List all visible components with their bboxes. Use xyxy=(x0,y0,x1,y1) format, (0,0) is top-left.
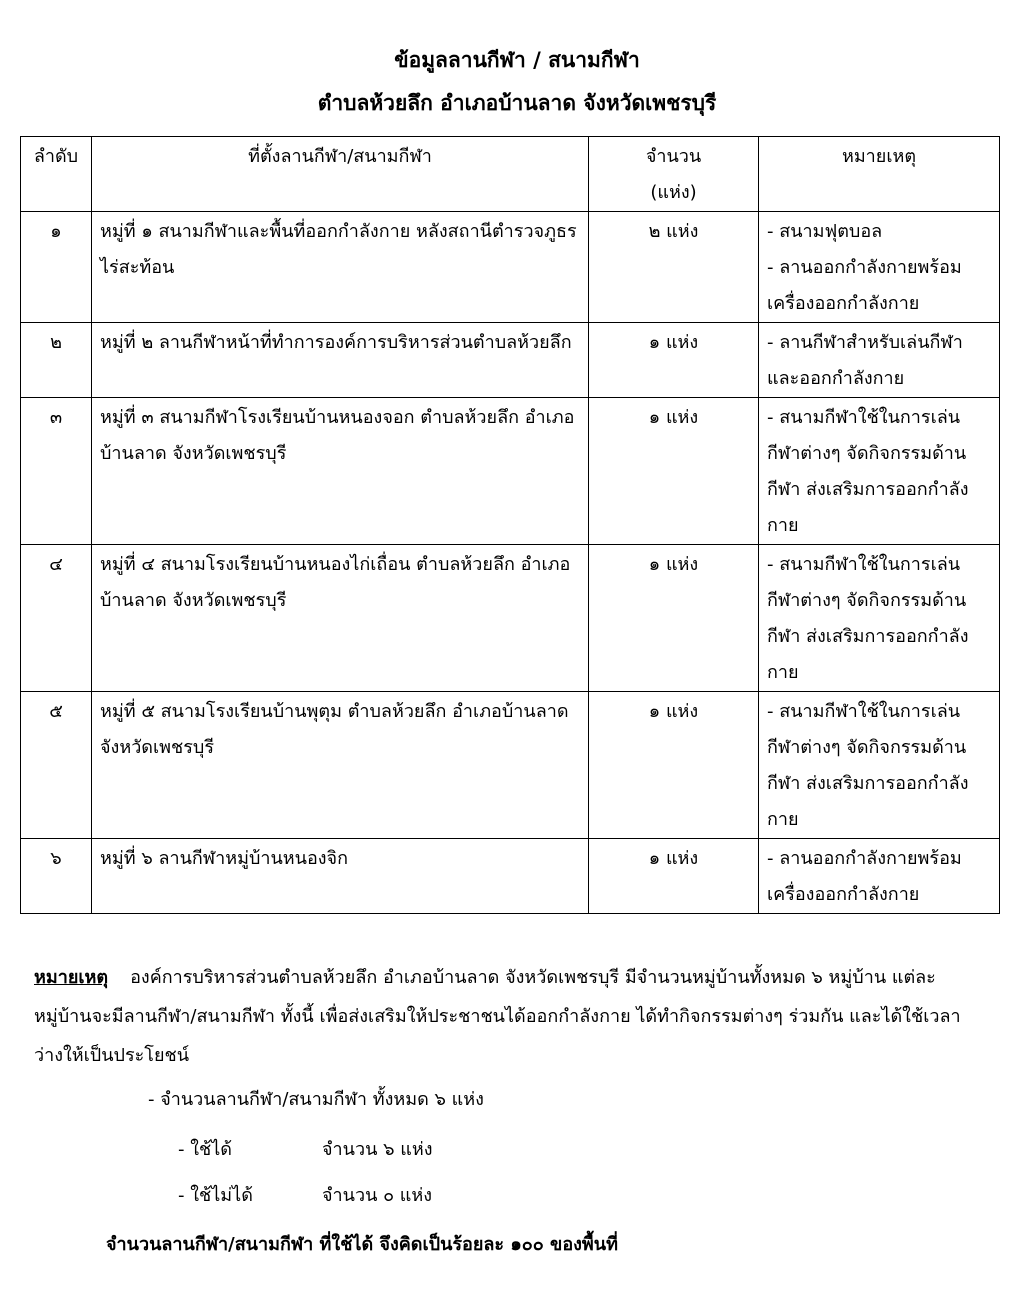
row-note-line: - สนามกีฬาใช้ในการเล่นกีฬาต่างๆ จัดกิจกรรมด้านกีฬา ส่งเสริมการออกกำลังกาย xyxy=(767,407,969,536)
row-note xyxy=(759,692,1000,839)
row-note xyxy=(759,839,1000,914)
sports-facilities-table xyxy=(20,136,1000,914)
row-note-line: - ลานกีฬาสำหรับเล่นกีฬาและออกกำลังกาย xyxy=(767,332,963,389)
row-note xyxy=(759,323,1000,398)
row-location: หมู่ที่ ๓ สนามกีฬาโรงเรียนบ้านหนองจอก ตำบลห้วยลึก อำเภอบ้านลาด จังหวัดเพชรบุรี xyxy=(92,398,589,545)
row-location: หมู่ที่ ๔ สนามโรงเรียนบ้านหนองไก่เถื่อน ตำบลห้วยลึก อำเภอบ้านลาด จังหวัดเพชรบุรี xyxy=(92,545,589,692)
table-header-row xyxy=(21,137,1000,212)
percentage-summary: จำนวนลานกีฬา/สนามกีฬา ที่ใช้ได้ จึงคิดเป็นร้อยละ ๑๐๐ ของพื้นที่ xyxy=(106,1234,618,1255)
document-title: ข้อมูลลานกีฬา / สนามกีฬา xyxy=(394,48,640,72)
usable-label: - ใช้ได้ xyxy=(178,1139,232,1160)
row-note-line: - สนามกีฬาใช้ในการเล่นกีฬาต่างๆ จัดกิจกรรมด้านกีฬา ส่งเสริมการออกกำลังกาย xyxy=(767,701,969,830)
row-count: ๒ แห่ง xyxy=(589,212,759,323)
header-no: ลำดับ xyxy=(21,137,92,212)
row-location: หมู่ที่ ๕ สนามโรงเรียนบ้านพุตุม ตำบลห้วยลึก อำเภอบ้านลาด จังหวัดเพชรบุรี xyxy=(92,692,589,839)
row-number: ๕ xyxy=(21,692,92,839)
header-count xyxy=(589,137,759,212)
row-count: ๑ แห่ง xyxy=(589,323,759,398)
row-number: ๖ xyxy=(21,839,92,914)
remark-label: หมายเหตุ xyxy=(34,967,109,988)
row-number: ๑ xyxy=(21,212,92,323)
row-number: ๔ xyxy=(21,545,92,692)
table-row xyxy=(21,212,1000,323)
row-note xyxy=(759,545,1000,692)
total-count-line: - จำนวนลานกีฬา/สนามกีฬา ทั้งหมด ๖ แห่ง xyxy=(148,1089,484,1110)
header-note: หมายเหตุ xyxy=(759,137,1000,212)
header-count-line1: จำนวน xyxy=(645,146,702,167)
row-count: ๑ แห่ง xyxy=(589,839,759,914)
table-row xyxy=(21,545,1000,692)
row-note-line: - สนามกีฬาใช้ในการเล่นกีฬาต่างๆ จัดกิจกรรมด้านกีฬา ส่งเสริมการออกกำลังกาย xyxy=(767,554,969,683)
row-number: ๒ xyxy=(21,323,92,398)
table-row xyxy=(21,692,1000,839)
row-location: หมู่ที่ ๖ ลานกีฬาหมู่บ้านหนองจิก xyxy=(92,839,589,914)
unusable-value: จำนวน ๐ แห่ง xyxy=(322,1185,433,1206)
row-note xyxy=(759,212,1000,323)
row-location: หมู่ที่ ๒ ลานกีฬาหน้าที่ทำการองค์การบริหารส่วนตำบลห้วยลึก xyxy=(92,323,589,398)
usable-value: จำนวน ๖ แห่ง xyxy=(322,1139,433,1160)
row-count: ๑ แห่ง xyxy=(589,692,759,839)
header-location: ที่ตั้งลานกีฬา/สนามกีฬา xyxy=(92,137,589,212)
row-note-line: - ลานออกกำลังกายพร้อมเครื่องออกกำลังกาย xyxy=(767,257,962,314)
row-note-line: - ลานออกกำลังกายพร้อมเครื่องออกกำลังกาย xyxy=(767,848,962,905)
table-row xyxy=(21,398,1000,545)
unusable-label: - ใช้ไม่ได้ xyxy=(178,1185,253,1206)
remark-text: องค์การบริหารส่วนตำบลห้วยลึก อำเภอบ้านลาด จังหวัดเพชรบุรี มีจำนวนหมู่บ้านทั้งหมด ๖ หมู่บ้าน แต่ละหมู่บ้านจะมีลานกีฬา/สนามกีฬา ทั้งนี้ เพื่อส่งเสริมให้ประชาชนได้ออกกำลังกาย ได้ทำกิจกรรมต่างๆ ร่วมกัน และได้ใช้เวลาว่างให้เป็นประโยชน์ xyxy=(34,967,961,1066)
document-subtitle: ตำบลห้วยลึก อำเภอบ้านลาด จังหวัดเพชรบุรี xyxy=(317,91,717,115)
row-number: ๓ xyxy=(21,398,92,545)
row-location: หมู่ที่ ๑ สนามกีฬาและพื้นที่ออกกำลังกาย หลังสถานีตำรวจภูธรไร่สะท้อน xyxy=(92,212,589,323)
table-row xyxy=(21,323,1000,398)
row-count: ๑ แห่ง xyxy=(589,545,759,692)
table-row xyxy=(21,839,1000,914)
row-note xyxy=(759,398,1000,545)
header-count-line2: (แห่ง) xyxy=(650,182,697,203)
row-note-line: - สนามฟุตบอล xyxy=(767,221,883,242)
row-count: ๑ แห่ง xyxy=(589,398,759,545)
remark-paragraph xyxy=(34,958,984,1075)
